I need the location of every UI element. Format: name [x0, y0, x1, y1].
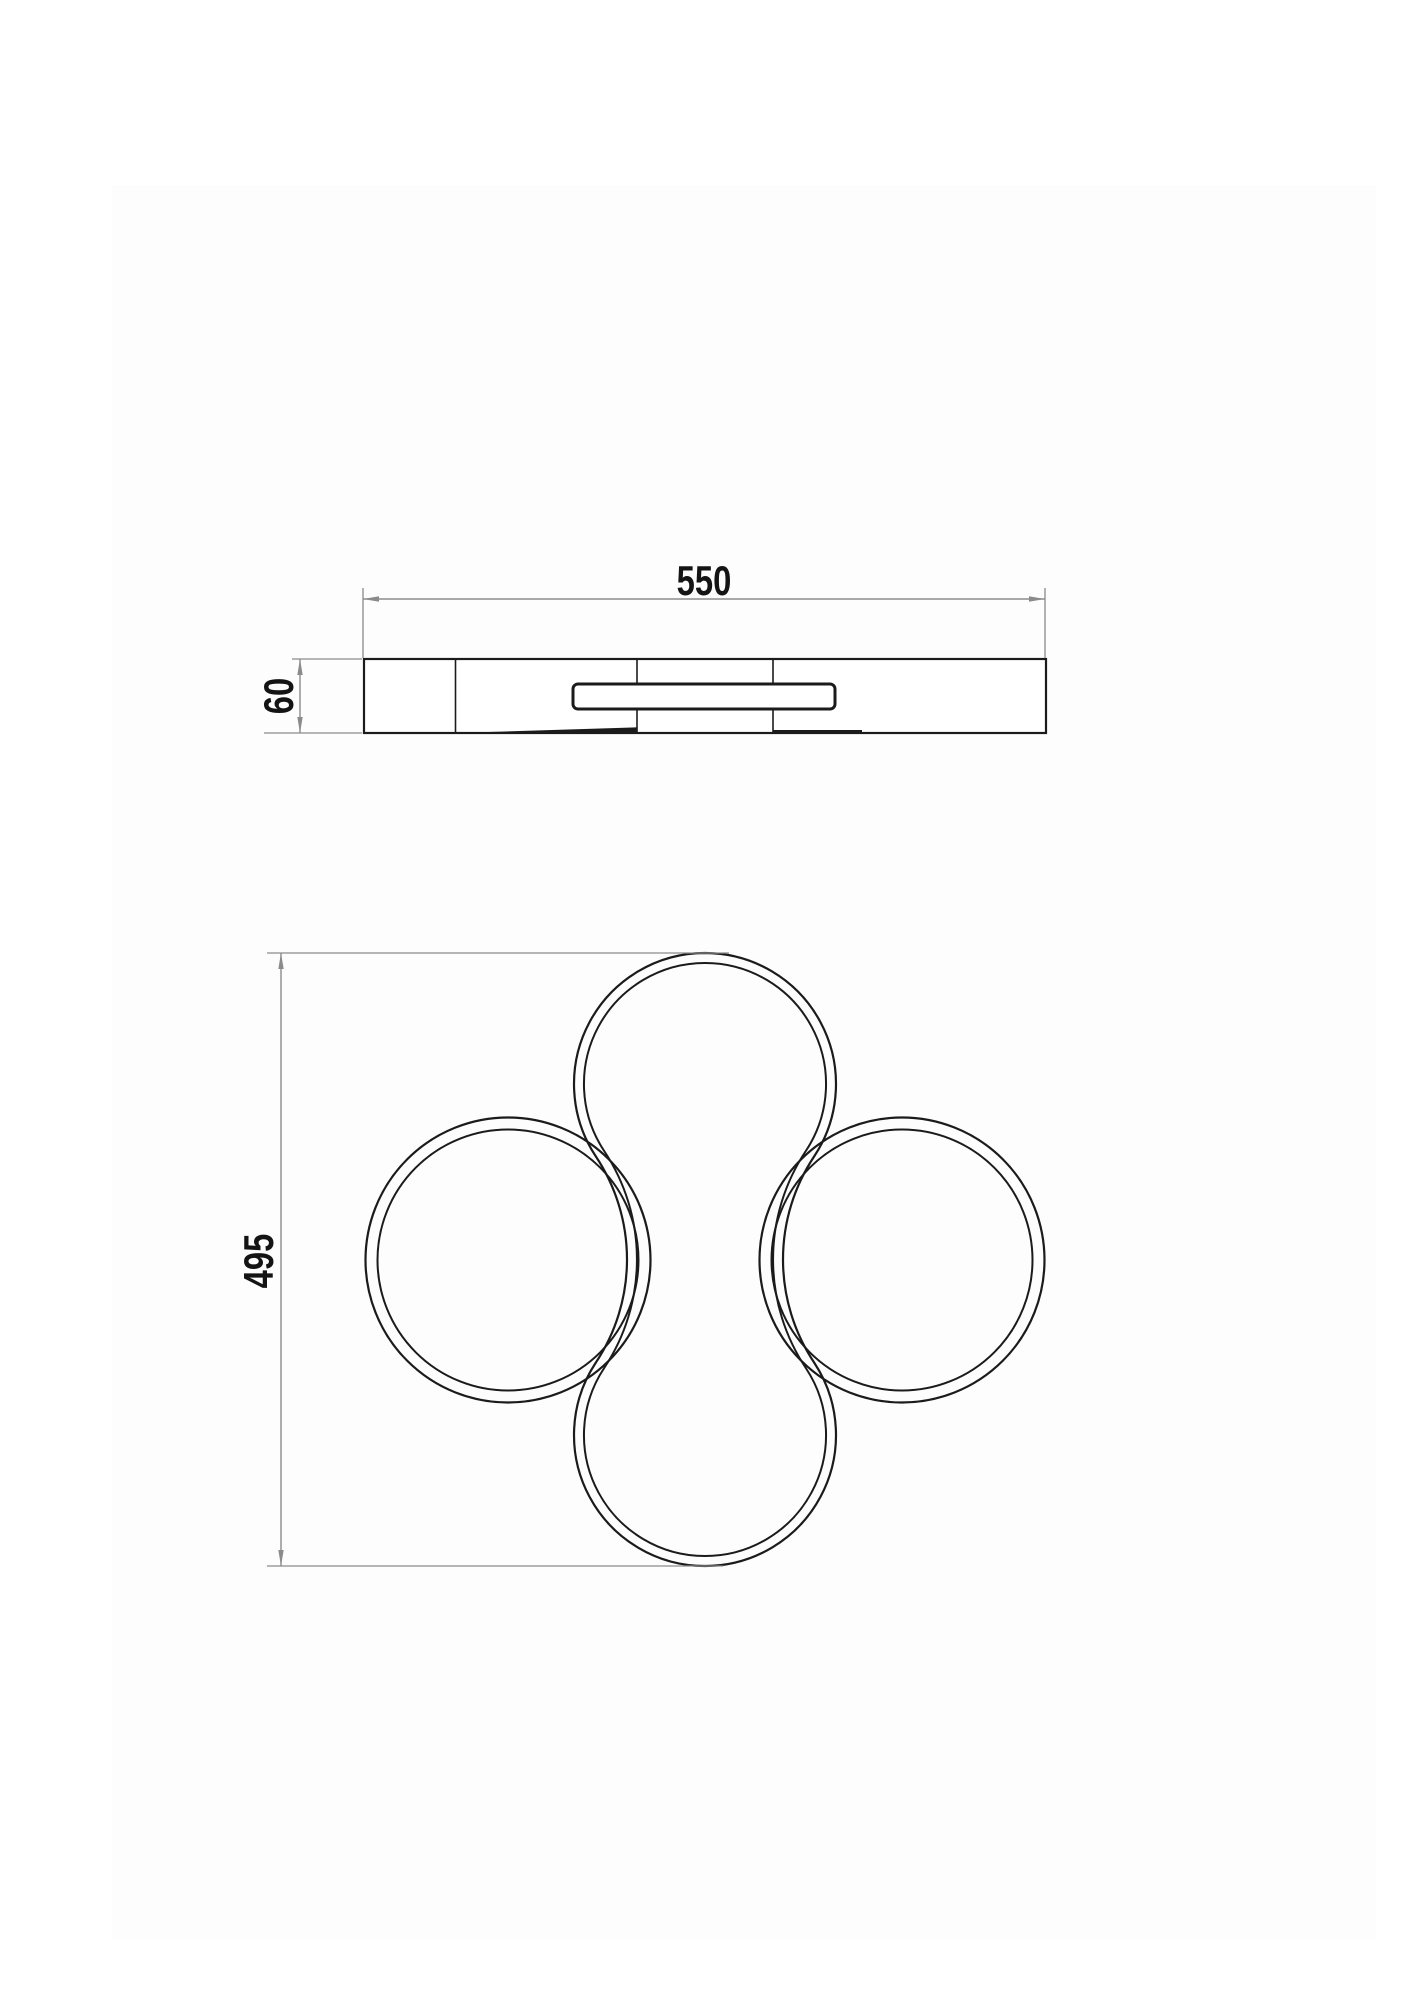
side-view-mounting-bracket [573, 684, 835, 709]
dimension-label-width: 550 [676, 557, 732, 604]
dimension-label-height: 60 [255, 677, 302, 715]
side-view [364, 659, 1046, 733]
dimension-label-plan-height: 495 [235, 1233, 282, 1289]
paper-panel [112, 185, 1376, 1940]
